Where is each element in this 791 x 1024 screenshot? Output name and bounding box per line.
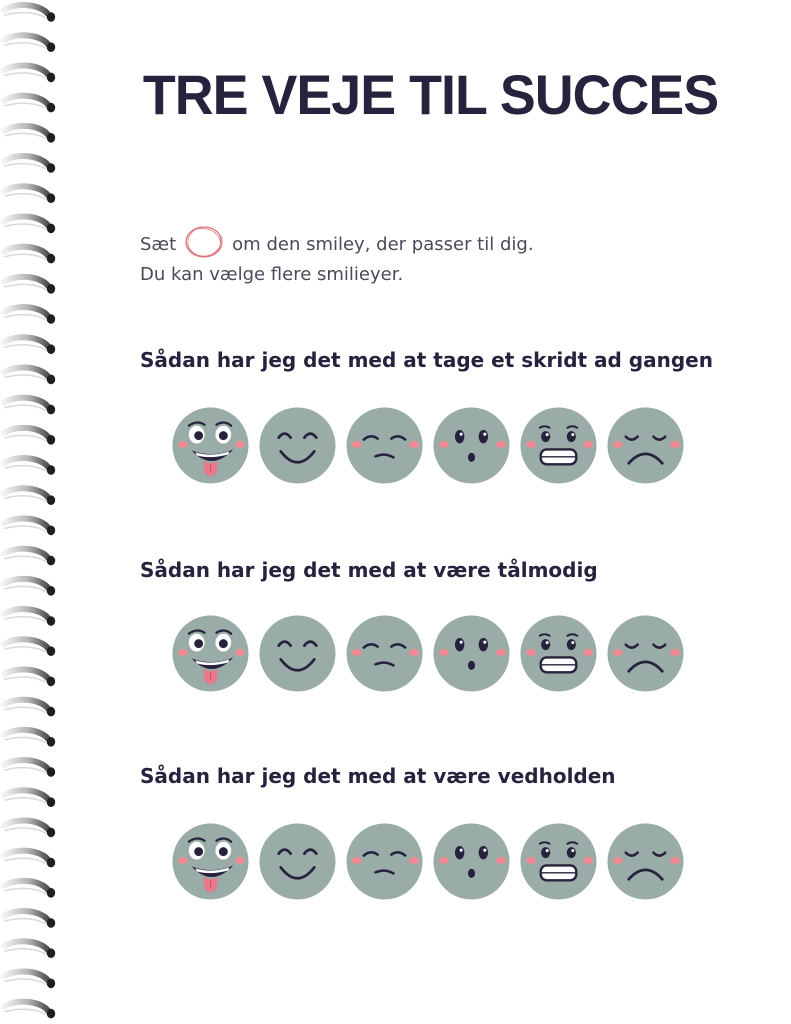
instruction-text-before: Sæt [140,234,177,255]
spiral-binding [0,0,70,1024]
smiley-surprised-icon[interactable] [433,407,510,484]
smiley-silly-icon[interactable] [172,823,249,900]
smiley-doubtful-icon[interactable] [346,615,423,692]
smiley-row-1 [172,407,684,484]
smiley-grimacing-icon[interactable] [520,407,597,484]
smiley-row-3 [172,823,684,900]
smiley-happy-icon[interactable] [259,407,336,484]
smiley-silly-icon[interactable] [172,615,249,692]
smiley-surprised-icon[interactable] [433,823,510,900]
smiley-doubtful-icon[interactable] [346,407,423,484]
smiley-row-2 [172,615,684,692]
instruction-text-after: om den smiley, der passer til dig. [232,234,534,255]
smiley-happy-icon[interactable] [259,615,336,692]
question-2: Sådan har jeg det med at være tålmodig [140,558,598,582]
question-3: Sådan har jeg det med at være vedholden [140,764,616,788]
smiley-silly-icon[interactable] [172,407,249,484]
smiley-happy-icon[interactable] [259,823,336,900]
smiley-grimacing-icon[interactable] [520,615,597,692]
circle-marker-icon [182,224,226,260]
smiley-doubtful-icon[interactable] [346,823,423,900]
instruction-line-1 [140,230,534,260]
smiley-sad-icon[interactable] [607,407,684,484]
question-1: Sådan har jeg det med at tage et skridt ad gangen [140,348,713,372]
smiley-grimacing-icon[interactable] [520,823,597,900]
instructions [140,230,534,290]
instruction-line-2: Du kan vælge flere smilieyer. [140,264,404,285]
smiley-sad-icon[interactable] [607,823,684,900]
smiley-surprised-icon[interactable] [433,615,510,692]
page-title: TRE VEJE TIL SUCCES [142,63,719,126]
smiley-sad-icon[interactable] [607,615,684,692]
